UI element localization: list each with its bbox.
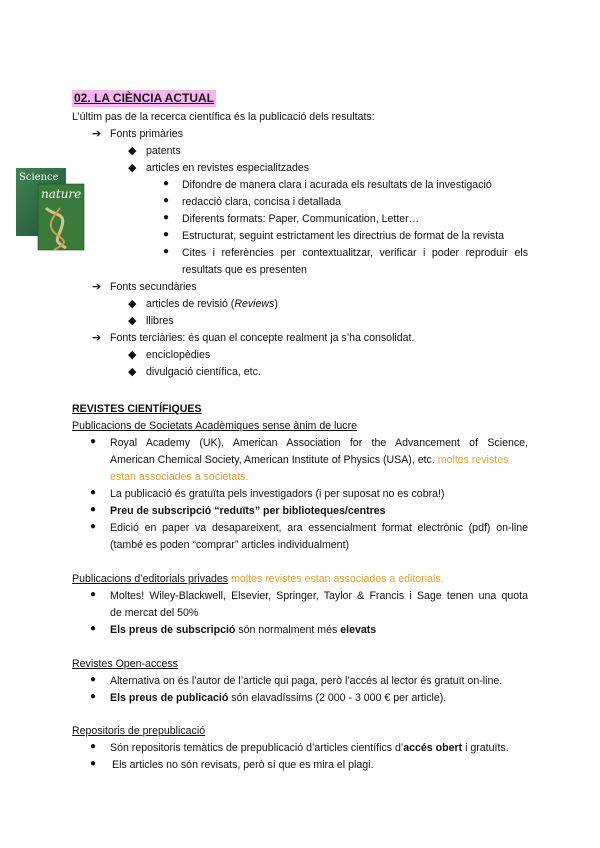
diamond-icon: ◆ bbox=[128, 366, 137, 378]
page-title: 02. LA CIÈNCIA ACTUAL bbox=[74, 91, 215, 105]
journal-covers-image bbox=[16, 168, 86, 258]
openaccess-b1: Alternativa on és l’autor de l’article qui paga, però l’accés al lector és gratuït on-line. bbox=[110, 675, 503, 687]
editorials-b2 bbox=[110, 623, 376, 637]
primaries-label: Fonts primàries bbox=[110, 128, 183, 140]
bullet-icon: ● bbox=[90, 504, 97, 515]
diamond-icon: ◆ bbox=[128, 315, 137, 327]
societats-b1-orange: moltes revistes bbox=[437, 454, 509, 466]
societats-b1-line1: Royal Academy (UK), American Association for the Advancement of Science, bbox=[110, 437, 528, 449]
secondaries-label: Fonts secundàries bbox=[110, 281, 197, 293]
reviews-text: articles de revisió ( bbox=[146, 298, 235, 310]
reviews-close: ) bbox=[274, 298, 278, 310]
bullet-icon: ● bbox=[163, 212, 170, 223]
bullet-icon: ● bbox=[90, 487, 97, 498]
bullet-icon: ● bbox=[163, 229, 170, 240]
bullet-icon: ● bbox=[163, 178, 170, 189]
bullet-icon: ● bbox=[90, 674, 97, 685]
editorials-b2-mid: són normalment més bbox=[238, 624, 338, 636]
diamond-icon: ◆ bbox=[128, 298, 137, 310]
bullet-icon: ● bbox=[90, 758, 97, 769]
societats-b1-line2 bbox=[110, 453, 508, 467]
bullet-icon: ● bbox=[163, 195, 170, 206]
bullet-icon: ● bbox=[90, 623, 97, 634]
societats-b4-line2: (també es poden “comprar” articles individualment) bbox=[110, 539, 350, 551]
arrow-icon: ➔ bbox=[92, 128, 102, 140]
tertiary-item-1: enciclopèdies bbox=[146, 349, 211, 361]
bullet-icon: ● bbox=[163, 246, 170, 257]
bullet-icon: ● bbox=[90, 741, 97, 752]
reviews-italic: Reviews bbox=[234, 298, 275, 310]
societats-b1-line3: estan associades a societats. bbox=[110, 471, 249, 483]
arrow-icon: ➔ bbox=[92, 332, 102, 344]
editorials-b1-line1: Moltes! Wiley-Blackwell, Elsevier, Springer, Taylor & Francis i Sage tenen una quota bbox=[110, 590, 528, 602]
article-sub-4: Estructurat, seguint estrictament les directrius de format de la revista bbox=[182, 230, 505, 242]
openaccess-heading: Revistes Open-access bbox=[72, 658, 178, 670]
article-sub-5: Cites i referències per contextualitzar, verificar i poder reproduir els bbox=[182, 247, 528, 259]
repositoris-b1-pre: Són repositoris temàtics de prepublicació d’articles científics d’ bbox=[110, 742, 404, 754]
bullet-icon: ● bbox=[90, 589, 97, 600]
editorials-heading-line bbox=[72, 572, 444, 586]
societats-b3: Preu de subscripció “reduïts” per biblioteques/centres bbox=[110, 505, 386, 517]
societats-b2: La publicació és gratuïta pels investigadors (i per suposat no es cobra!) bbox=[110, 488, 445, 500]
bullet-icon: ● bbox=[90, 691, 97, 702]
primary-item-articles: articles en revistes especialitzades bbox=[146, 162, 310, 174]
diamond-icon: ◆ bbox=[128, 145, 137, 157]
openaccess-b2 bbox=[110, 691, 446, 705]
secondary-item-books: llibres bbox=[146, 315, 174, 327]
bullet-icon: ● bbox=[90, 436, 97, 447]
article-sub-5-cont: resultats que es presenten bbox=[182, 264, 307, 276]
repositoris-b1 bbox=[110, 741, 509, 755]
societats-b1-text: American Chemical Society, American Institute of Physics (USA), etc. bbox=[110, 454, 435, 466]
repositoris-b1-post: i gratuïts. bbox=[465, 742, 509, 754]
repositoris-heading: Repositoris de prepublicació bbox=[72, 725, 206, 737]
diamond-icon: ◆ bbox=[128, 349, 137, 361]
repositoris-b2: Els articles no són revisats, però sí que es mira el plagi. bbox=[112, 759, 374, 771]
revistes-heading: REVISTES CIENTÍFIQUES bbox=[72, 403, 202, 415]
science-logo: Science bbox=[19, 172, 59, 183]
openaccess-b2-bold: Els preus de publicació bbox=[110, 692, 229, 704]
editorials-b2-bold2: elevats bbox=[340, 624, 377, 636]
editorials-b2-bold: Els preus de subscripció bbox=[110, 624, 236, 636]
article-sub-2: redacció clara, concisa i detallada bbox=[182, 196, 341, 208]
article-sub-1: Difondre de manera clara i acurada els resultats de la investigació bbox=[182, 179, 492, 191]
article-sub-3: Diferents formats: Paper, Communication, Letter… bbox=[182, 213, 420, 225]
tertiaries-label: Fonts terciàries: és quan el concepte realment ja s’ha consolidat. bbox=[110, 332, 415, 344]
bullet-icon: ● bbox=[90, 521, 97, 532]
editorials-heading-orange: moltes revistes estan associades a editorials. bbox=[231, 573, 444, 585]
repositoris-b1-bold: accés obert bbox=[403, 742, 463, 754]
primary-item-patents: patents bbox=[146, 145, 181, 157]
diamond-icon: ◆ bbox=[128, 162, 137, 174]
editorials-b1-line2: de mercat del 50% bbox=[110, 607, 199, 619]
arrow-icon: ➔ bbox=[92, 281, 102, 293]
openaccess-b2-rest: són elavadíssims (2 000 - 3 000 € per article). bbox=[231, 692, 447, 704]
secondary-item-reviews bbox=[146, 297, 278, 311]
societats-heading: Publicacions de Societats Acadèmiques sense ànim de lucre bbox=[72, 420, 358, 432]
tertiary-item-2: divulgació científica, etc. bbox=[146, 366, 261, 378]
nature-logo: nature bbox=[41, 187, 82, 201]
editorials-heading: Publicacions d’editorials privades bbox=[72, 573, 229, 585]
societats-b4-line1: Edició en paper va desapareixent, ara essencialment format electrònic (pdf) on-line bbox=[110, 522, 528, 534]
intro-text: L’últim pas de la recerca científica és la publicació dels resultats: bbox=[72, 111, 375, 123]
